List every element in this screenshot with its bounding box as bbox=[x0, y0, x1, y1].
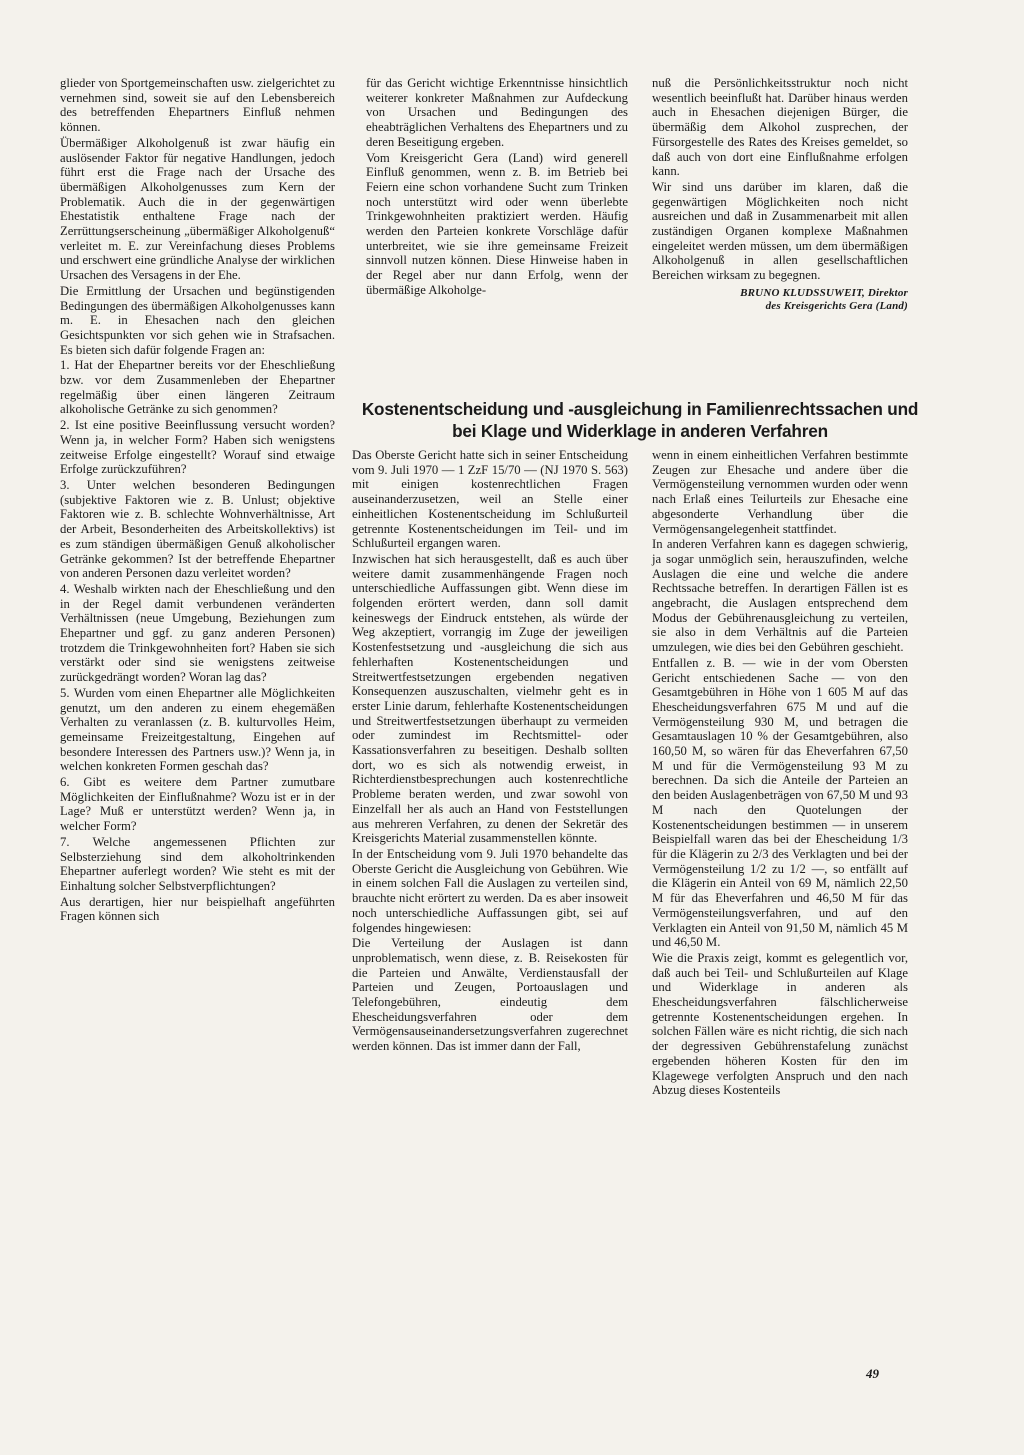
signature-name: BRUNO KLUDSSUWEIT, Direktor bbox=[740, 286, 908, 299]
paragraph: Inzwischen hat sich herausgestellt, daß es auch über weitere damit zusammenhängende Fragen noch unterschiedliche Auffassungen gibt. Wenn diese im folgenden erörtert werden, dann soll damit keineswegs der Eindruck entstehen, als würde der Weg akzeptiert, vorrangig im Zuge der jeweiligen Kostenfestsetzung und -ausgleichung die sich aus fehlerhaften Kostenentscheidungen und Streitwertfestsetzungen ergebenden negativen Konsequenzen auszuschalten, vielmehr geht es in erster Linie darum, fehlerhafte Kostenentscheidungen und Streitwertfestsetzungen überhaupt zu vermeiden oder zumindest im Rechtsmittel- oder Kassationsverfahren zu beseitigen. Deshalb sollten dort, wo es sich als notwendig erweist, in Richterdienstbesprechungen auch kostenrechtliche Probleme beraten werden, und zwar sowohl von Einzelfall her als auch an Hand von Feststellungen aus mehreren Verfahren, zu denen der Sekretär des Kreisgerichts Material zusammenstellen könnte. bbox=[352, 551, 628, 846]
paragraph: Die Verteilung der Auslagen ist dann unproblematisch, wenn diese, z. B. Reisekosten für die Parteien und Anwälte, Verdienstausfall der Parteien und Zeugen, Portoauslagen und Telefongebühren, eindeutig dem Ehescheidungsverfahren oder dem Vermögensauseinandersetzungsverfahren zugerechnet werden können. Das ist immer dann der Fall, bbox=[352, 936, 628, 1054]
paragraph: Vom Kreisgericht Gera (Land) wird generell Einfluß genommen, wenn z. B. im Betrieb bei Feiern eine schon vorhandene Sucht zum Trinken noch unterstützt wird oder wenn überlebte Trinkgewohnheiten praktiziert werden. Häufig werden den Parteien konkrete Vorschläge dafür unterbreitet, wie sie ihre gemeinsame Freizeit sinnvoll nutzen können. Diese Hinweise haben in der Regel aber nur dann Erfolg, wenn der übermäßige Alkoholge- bbox=[366, 150, 628, 297]
article-heading: Kostenentscheidung und -ausgleichung in Familienrechtssachen und bei Klage und Widerklage in anderen Verfahren bbox=[361, 399, 919, 441]
paragraph: Aus derartigen, hier nur beispielhaft angeführten Fragen können sich bbox=[60, 894, 335, 924]
paragraph: 5. Wurden vom einen Ehepartner alle Möglichkeiten genutzt, um den anderen zu einem ehegemäßen Verhalten zu veranlassen (z. B. kulturvolles Heim, gemeinsame Freizeitgestaltung, Eingehen auf besondere Interessen des Partners usw.)? Wenn ja, in welchen konkreten Formen geschah das? bbox=[60, 685, 335, 774]
paragraph: nuß die Persönlichkeitsstruktur noch nicht wesentlich beeinflußt hat. Darüber hinaus werden auch in Ehesachen diejenigen Bürger, die übermäßig dem Alkohol zusprechen, der Fürsorgestelle des Rates des Kreises gemeldet, so daß auch von dort eine Einflußnahme erfolgen kann. bbox=[652, 76, 908, 179]
paragraph: In der Entscheidung vom 9. Juli 1970 behandelte das Oberste Gericht die Ausgleichung von Gebühren. Wie in einem solchen Fall die Auslagen zu verteilen sind, brauchte nicht erörtert zu werden. Da es aber insoweit noch unterschiedliche Auffassungen gibt, sei auf folgendes hingewiesen: bbox=[352, 846, 628, 935]
paragraph: wenn in einem einheitlichen Verfahren bestimmte Zeugen zur Ehesache und andere über die Vermögensteilung vernommen wurden oder wenn nach Erlaß eines Teilurteils zur Ehesache eine abgesonderte Verhandlung über die Vermögensangelegenheit stattfindet. bbox=[652, 448, 908, 536]
column-1 bbox=[60, 76, 335, 924]
paragraph: 2. Ist eine positive Beeinflussung versucht worden? Wenn ja, in welcher Form? Haben sich wenigstens zeitweise Erfolge eingestellt? Worauf sind etwaige Erfolge zurückzuführen? bbox=[60, 418, 335, 477]
paragraph: 4. Weshalb wirkten nach der Eheschließung und den in der Regel damit verbundenen veränderten Verhältnissen (neue Umgebung, Beziehungen zum Ehepartner und ggf. zu ganz anderen Personen) trotzdem die Trinkgewohnheiten fort? Haben sie sich verstärkt oder sind sie wenigstens zeitweise zurückgedrängt worden? Woran lag das? bbox=[60, 581, 335, 685]
paragraph: für das Gericht wichtige Erkenntnisse hinsichtlich weiterer konkreter Maßnahmen zur Aufdeckung von Ursachen und Bedingungen des eheabträglichen Verhaltens des Ehepartners und zu deren Beseitigung ergeben. bbox=[366, 76, 628, 149]
paragraph: 7. Welche angemessenen Pflichten zur Selbsterziehung sind dem alkoholtrinkenden Ehepartner auferlegt worden? Wie steht es mit der Einhaltung solcher Selbstverpflichtungen? bbox=[60, 834, 335, 893]
paragraph: 1. Hat der Ehepartner bereits vor der Eheschließung bzw. vor dem Zusammenleben der Ehepartner regelmäßig über einen längeren Zeitraum alkoholische Getränke zu sich genommen? bbox=[60, 358, 335, 417]
author-signature bbox=[652, 287, 908, 313]
paragraph: glieder von Sportgemeinschaften usw. zielgerichtet zu vernehmen sind, soweit sie auf den Lebensbereich des betreffenden Ehepartners Einfluß nehmen können. bbox=[60, 76, 335, 135]
paragraph: Entfallen z. B. — wie in der vom Obersten Gericht entschiedenen Sache — von den Gesamtgebühren in Höhe von 1 605 M auf das Ehescheidungsverfahren 675 M und auf die Vermögensteilung 930 M, und betragen die Gesamtauslagen 10 % der Gesamtgebühren, also 160,50 M, so wären für das Eheverfahren 67,50 M und für die Vermögensteilung 93 M zu berechnen. Da sich die Anteile der Parteien an den beiden Auslagenbeträgen von 67,50 M und 93 M nach den Quotelungen der Kostenentscheidungen bestimmen — in unserem Beispielfall waren das bei der Ehescheidung 1/3 für die Klägerin zu 2/3 des Verklagten und bei der Vermögensteilung 1/2 zu 1/2 —, so entfällt auf die Klägerin ein Anteil von 69 M, nämlich 22,50 M für das Eheverfahren und 46,50 M für das Vermögensteilungsverfahren, und auf den Verklagten ein Anteil von 91,50 M, nämlich 45 M und 46,50 M. bbox=[652, 655, 908, 950]
page-number: 49 bbox=[866, 1366, 879, 1381]
paragraph: 6. Gibt es weitere dem Partner zumutbare Möglichkeiten der Einflußnahme? Wozu ist er in der Lage? Muß er unterstützt werden? Wenn ja, in welcher Form? bbox=[60, 775, 335, 834]
column-3 bbox=[652, 76, 908, 312]
column-5 bbox=[652, 448, 908, 1098]
paragraph: Wir sind uns darüber im klaren, daß die gegenwärtigen Möglichkeiten noch nicht ausreichen und daß in Zusammenarbeit mit allen zuständigen Organen komplexe Maßnahmen eingeleitet werden müssen, um dem übermäßigen Alkoholgenuß in allen gesellschaftlichen Bereichen wirksam zu begegnen. bbox=[652, 179, 908, 283]
paragraph: Übermäßiger Alkoholgenuß ist zwar häufig ein auslösender Faktor für negative Handlungen, jedoch führt erst die Frage nach der Ursache des übermäßigen Alkoholgenusses zum Kern der Problematik. Auch die in der gegenwärtigen Ehestatistik enthaltene Frage nach der Zerrüttungserscheinung „übermäßiger Alkoholgenuß“ verleitet m. E. zur Vereinfachung dieses Problems und erschwert eine gründliche Analyse der wirklichen Ursachen des Versagens in der Ehe. bbox=[60, 135, 335, 283]
paragraph: Wie die Praxis zeigt, kommt es gelegentlich vor, daß auch bei Teil- und Schlußurteilen auf Klage und Widerklage in anderen als Ehescheidungsverfahren fälschlicherweise getrennte Kostenentscheidungen ergehen. In solchen Fällen wäre es nicht richtig, die sich nach der degressiven Gebührenstafelung zunächst ergebenden höheren Kosten für den im Klagewege verfolgten Anspruch und den nach Abzug dieses Kostenteils bbox=[652, 950, 908, 1098]
column-2 bbox=[366, 76, 628, 298]
column-4 bbox=[352, 448, 628, 1054]
paragraph: In anderen Verfahren kann es dagegen schwierig, ja sogar unmöglich sein, herauszufinden, welche Auslagen die eine und welche die andere Rechtssache betreffen. In derartigen Fällen ist es angebracht, die Auslagen entsprechend dem Modus der Gebührenausgleichung zu verteilen, sie also in dem Verhältnis auf die Parteien umzulegen, wie dies bei den Gebühren geschieht. bbox=[652, 537, 908, 655]
paragraph: Das Oberste Gericht hatte sich in seiner Entscheidung vom 9. Juli 1970 — 1 ZzF 15/70 — (NJ 1970 S. 563) mit einigen kostenrechtlichen Fragen auseinanderzusetzen, weil an Stelle einer einheitlichen Kostenentscheidung im Schlußurteil getrennte Kostenentscheidungen im Teil- und im Schlußurteil ergangen waren. bbox=[352, 448, 628, 551]
paragraph: Die Ermittlung der Ursachen und begünstigenden Bedingungen des übermäßigen Alkoholgenusses kann m. E. in Ehesachen nach den gleichen Gesichtspunkten vor sich gehen wie in Strafsachen. Es bieten sich dafür folgende Fragen an: bbox=[60, 283, 335, 357]
signature-affiliation: des Kreisgerichts Gera (Land) bbox=[765, 299, 908, 312]
paragraph: 3. Unter welchen besonderen Bedingungen (subjektive Faktoren wie z. B. Unlust; objektive Faktoren wie z. B. schlechte Wohnverhältnisse, Art der Arbeit, Besonderheiten des Arbeitskollektivs) ist es zum ständigen übermäßigen Genuß alkoholischer Getränke gekommen? Ist der betreffende Ehepartner von anderen Personen dazu verleitet worden? bbox=[60, 477, 335, 581]
